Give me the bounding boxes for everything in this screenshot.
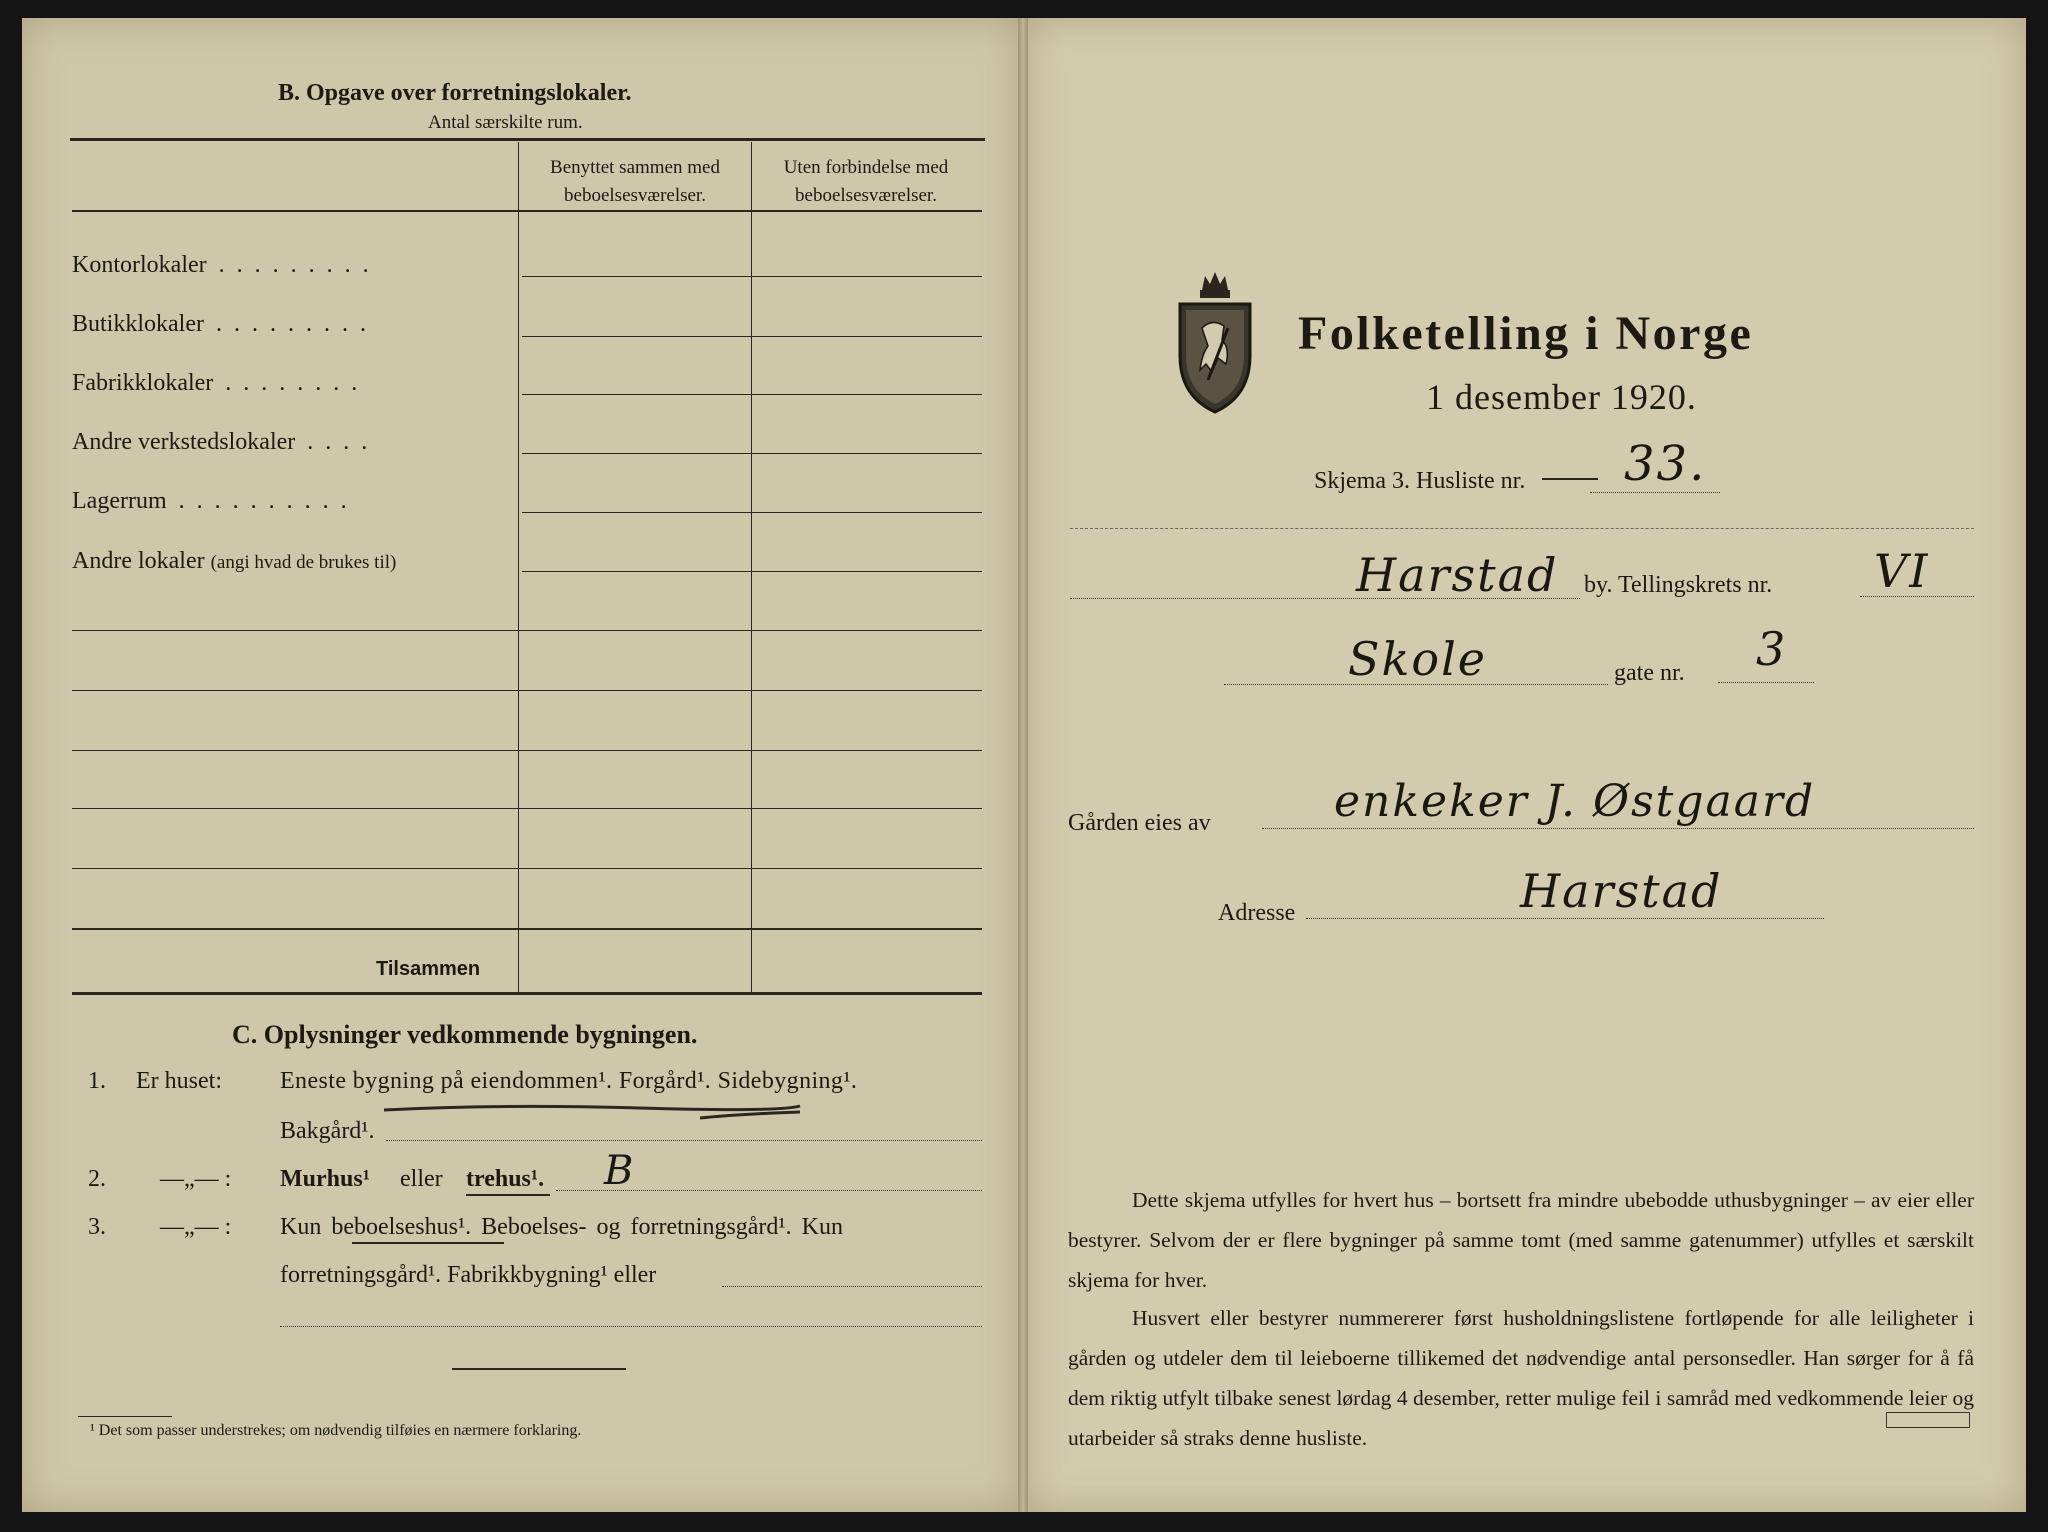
printer-stamp — [1886, 1412, 1970, 1428]
address-fill-line — [1306, 918, 1824, 919]
row-butikklokaler: Butikklokaler . . . . . . . . . — [72, 311, 366, 337]
col2-header: Uten forbindelse med beboelsesværelser. — [783, 157, 949, 206]
row-line — [72, 750, 982, 751]
section-b-title: B. Opgave over forretningslokaler. — [278, 80, 632, 106]
item2-murhus: Murhus¹ — [280, 1166, 370, 1192]
krets-number: VI — [1874, 544, 1930, 598]
krets-fill-line — [1860, 596, 1974, 597]
cover-separator-line — [1070, 528, 1974, 529]
underline-stroke — [380, 1096, 810, 1126]
footnote: ¹ Det som passer understrekes; om nødvendig tilføies en nærmere forklaring. — [90, 1422, 582, 1439]
item2-handwritten-answer: B — [604, 1148, 636, 1194]
col1-header: Benyttet sammen med beboelsesværelser. — [550, 157, 720, 206]
header-rule — [72, 210, 982, 212]
row-line — [72, 630, 982, 631]
cover-title: Folketelling i Norge — [1298, 307, 1754, 360]
gate-number: 3 — [1756, 622, 1788, 676]
section-b-top-rule — [70, 138, 985, 141]
item2-trehus: trehus¹. — [466, 1166, 545, 1192]
beboelseshus-underline — [352, 1242, 504, 1244]
cover-date: 1 desember 1920. — [1426, 377, 1697, 417]
gate-label: gate nr. — [1614, 660, 1685, 686]
section-b-subtitle: Antal særskilte rum. — [428, 112, 583, 133]
item3-fill-line-2 — [280, 1326, 982, 1327]
item2-fill-line — [556, 1190, 982, 1191]
item1-text: Eneste bygning på eiendommen¹. Forgård¹. Sidebygning¹. — [280, 1068, 858, 1094]
column-divider-2 — [751, 142, 752, 994]
row-line — [522, 276, 982, 277]
row-line — [522, 336, 982, 337]
row-line — [72, 690, 982, 691]
row-andre-lokaler: Andre lokaler (angi hvad de brukes til) — [72, 548, 397, 574]
by-label: by. Tellingskrets nr. — [1584, 572, 1773, 598]
dash-stroke — [1542, 478, 1598, 480]
city-handwritten: Harstad — [1356, 548, 1559, 602]
address-handwritten: Harstad — [1520, 864, 1723, 918]
owner-label: Gården eies av — [1068, 810, 1211, 836]
row-lagerrum: Lagerrum . . . . . . . . . . — [72, 488, 347, 514]
total-label: Tilsammen — [376, 958, 481, 980]
book-spine — [1018, 18, 1028, 1512]
city-fill-line — [1070, 598, 1580, 599]
norway-coat-of-arms-icon — [1172, 268, 1258, 416]
instructions-paragraph-2: Husvert eller bestyrer nummererer først husholdningslistene fortløpende for alle leiligheter i gården og utdeler dem til leieboerne tillikemed det nødvendige antal personsedler. Han sørger for å få dem riktig utfylt tilbake senest lørdag 4 desember, retter mulige feil i samråd med vedkommende leier og utarbeider så straks denne husliste. — [1068, 1306, 1974, 1450]
footnote-rule — [78, 1416, 172, 1417]
row-line — [522, 512, 982, 513]
column-divider-1 — [518, 142, 519, 994]
row-line — [522, 453, 982, 454]
section-b-bottom-rule — [72, 992, 982, 995]
street-handwritten: Skole — [1348, 632, 1488, 686]
row-line — [72, 868, 982, 869]
trehus-underline — [466, 1194, 550, 1196]
item1-number: 1. — [88, 1068, 106, 1094]
row-line — [72, 808, 982, 809]
item1-text2: Bakgård¹. — [280, 1118, 375, 1144]
item3-label: —„— : — [160, 1214, 232, 1240]
row-fabrikklokaler: Fabrikklokaler . . . . . . . . — [72, 370, 358, 396]
address-label: Adresse — [1218, 900, 1296, 926]
instructions-paragraph-1: Dette skjema utfylles for hvert hus – bortsett fra mindre ubebodde uthusbygninger – av eier eller bestyrer. Selvom der er flere bygninger på samme tomt (med samme gatenummer) utfylles et særskilt skjema for hver. — [1068, 1188, 1974, 1292]
item1-label: Er huset: — [136, 1068, 222, 1094]
total-rule — [72, 928, 982, 930]
section-c-title: C. Oplysninger vedkommende bygningen. — [232, 1020, 698, 1049]
owner-fill-line — [1262, 828, 1974, 829]
owner-handwritten: enkeker J. Østgaard — [1334, 776, 1816, 827]
item3-fill-line — [722, 1286, 982, 1287]
row-andre-verkstedslokaler: Andre verkstedslokaler . . . . — [72, 429, 368, 455]
row-line — [522, 394, 982, 395]
item2-number: 2. — [88, 1166, 106, 1192]
item1-fill-line — [386, 1140, 982, 1141]
row-line — [522, 571, 982, 572]
item2-eller: eller — [400, 1166, 443, 1192]
schema-label: Skjema 3. Husliste nr. — [1314, 468, 1526, 494]
gate-fill-line — [1718, 682, 1814, 683]
husliste-number: 33. — [1624, 436, 1707, 492]
husliste-fill-line — [1590, 492, 1720, 493]
item3-text: Kun beboelseshus¹. Beboelses- og forretningsgård¹. Kun — [280, 1214, 843, 1240]
item2-label: —„— : — [160, 1166, 232, 1192]
item3-text2: forretningsgård¹. Fabrikkbygning¹ eller — [280, 1262, 657, 1288]
street-fill-line — [1224, 684, 1608, 685]
item3-number: 3. — [88, 1214, 106, 1240]
row-kontorlokaler: Kontorlokaler . . . . . . . . . — [72, 252, 369, 278]
section-c-end-rule — [452, 1368, 626, 1370]
